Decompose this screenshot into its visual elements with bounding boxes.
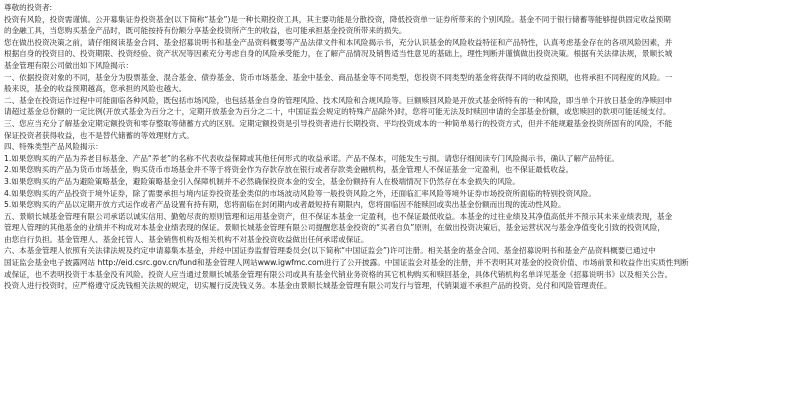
- document-line: 请超过基金总份额的一定比例(开放式基金为百分之十，定期开放基金为百分之二十，中国证监会规定的特殊产品除外)时，您将可能无法及时赎回申请的全部基金份额，或您赎回的款项可能延缓支付。: [4, 107, 671, 117]
- document-line: 三、您应当充分了解基金定期定额投资和零存整取等储蓄方式的区别。定期定额投资是引导投资者进行长期投资、平均投资成本的一种简单易行的投资方式，但并不能规避基金投资所固有的风险，不能: [4, 118, 673, 128]
- document-line: 投资人进行投资时，应严格遵守反洗钱相关法规的规定，切实履行反洗钱义务。本基金由景顺长城基金管理有限公司发行与管理，代销渠道不承担产品的投资、兑付和风险管理责任。: [4, 281, 612, 291]
- document-line: 2.如果您购买的产品为货币市场基金，购买货币市场基金并不等于将资金作为存款存放在银行或者存款类金融机构，基金管理人不保证基金一定盈利，也不保证最低收益。: [4, 165, 574, 175]
- document-line: 由您自行负担。基金管理人、基金托管人、基金销售机构及相关机构不对基金投资收益做出任何承诺或保证。: [4, 234, 369, 244]
- document-line: 投资有风险，投资需谨慎。公开募集证券投资基金(以下简称“基金”)是一种长期投资工具，其主要功能是分散投资，降低投资单一证券所带来的个别风险。基金不同于银行储蓄等能够提供固定收益预期: [4, 14, 671, 24]
- document-line: 管理人管理的其他基金的业绩并不构成对本基金业绩表现的保证。景顺长城基金管理有限公司提醒您基金投资的“买者自负”原则，在做出投资决策后，基金运营状况与基金净值变化引致的投资风险，: [4, 223, 665, 233]
- document-line: 六、本基金管理人依照有关法律法规及约定申请募集本基金，并经中国证券监督管理委员会(以下简称“中国证监会”)许可注册。相关基金的基金合同、基金招募说明书和基金产品资料概要已通过中: [4, 246, 656, 256]
- document-line: 5.如果您购买的产品以定期开放方式运作或者产品设置有持有期，您将面临在封闭期内或者最短持有期限内，您将面临因不能赎回或卖出基金份额而出现的流动性风险。: [4, 200, 566, 210]
- document-line: 一、依据投资对象的不同，基金分为股票基金、混合基金、债券基金、货币市场基金、基金中基金、商品基金等不同类型，您投资不同类型的基金将获得不同的收益预期，也将承担不同程度的风险。一: [4, 72, 673, 82]
- document-line: 4.如果您购买的产品投资于境外证券，除了需要承担与境内证券投资基金类似的市场波动风险等一般投资风险之外，还面临汇率风险等境外证券市场投资所面临的特别投资风险。: [4, 188, 596, 198]
- document-line: 国证监会基金电子披露网站 http://eid.csrc.gov.cn/fund和基金管理人网站www.igwfmc.com进行了公开披露。中国证监会对基金的注册，并不表明其对基金的投资价值、市场前景和收益作出实质性判断: [4, 258, 689, 268]
- document-line: 基金管理有限公司做出如下风险揭示：: [4, 60, 134, 70]
- document-greeting: 尊敬的投资者:: [4, 3, 53, 12]
- document-line: 二、基金在投资运作过程中可能面临各种风险，既包括市场风险，也包括基金自身的管理风险、技术风险和合规风险等。巨额赎回风险是开放式基金所特有的一种风险，即当单个开放日基金的净赎回申: [4, 95, 673, 105]
- document-line: 1.如果您购买的产品为养老目标基金、产品“养老”的名称不代表收益保障或其他任何形式的收益承诺。产品不保本，可能发生亏损。请您仔细阅读专门风险揭示书，确认了解产品特征。: [4, 153, 620, 163]
- document-line: 您在做出投资决策之前，请仔细阅读基金合同、基金招募说明书和基金产品资料概要等产品法律文件和本风险揭示书，充分认识基金的风险收益特征和产品特性，认真考虑基金存在的各项风险因素，并: [4, 37, 673, 47]
- document-line: 保证投资者获得收益，也不是替代储蓄的等效理财方式。: [4, 130, 194, 140]
- document-line: 或保证，也不表明投资于本基金没有风险。投资人应当通过景顺长城基金管理有限公司或具有基金代销业务资格的其它机构购买和赎回基金，具体代销机构名单详见基金《招募说明书》以及相关公告。: [4, 269, 673, 279]
- document-line: 3.如果您购买的产品为避险策略基金，避险策略基金引入保障机制并不必然确保投资本金的安全，基金份额持有人在极端情况下仍然存在本金损失的风险。: [4, 176, 521, 186]
- document-line: 的金融工具，当您购买基金产品时，既可能按持有份额分享基金投资所产生的收益，也可能承担基金投资所带来的损失。: [4, 26, 407, 36]
- document-line: 般来说，基金的收益预期越高，您承担的风险也越大。: [4, 84, 187, 94]
- document-line: 五、景顺长城基金管理有限公司承诺以诚实信用、勤勉尽责的原则管理和运用基金资产，但不保证本基金一定盈利，也不保证最低收益。本基金的过往业绩及其净值高低并不预示其未来业绩表现，基金: [4, 211, 673, 221]
- document-line: 根据自身的投资目的、投资期限、投资经验、资产状况等因素充分考虑自身的风险承受能力，在了解产品情况及销售适当性意见的基础上，理性判断并谨慎做出投资决策。根据有关法律法规，景顺长城: [4, 49, 673, 59]
- document-line: 四、特殊类型产品风险揭示：: [4, 142, 103, 152]
